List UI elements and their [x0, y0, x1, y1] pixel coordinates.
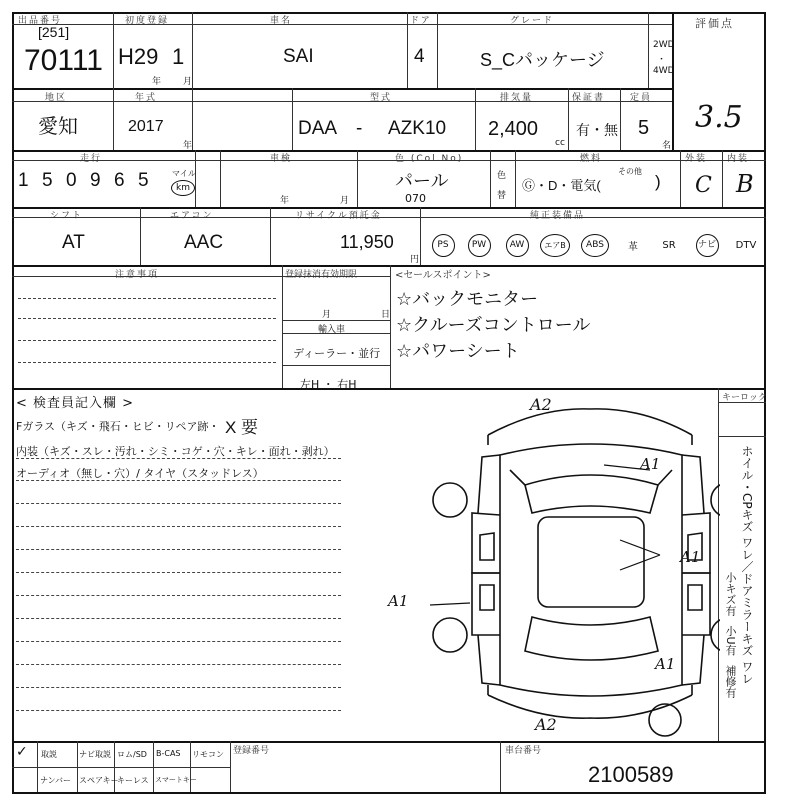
mileage-digit: 5 — [42, 170, 53, 191]
inspector-line — [16, 618, 341, 619]
box-navi-manual: ナビ取説 — [79, 750, 111, 759]
model-type-dash: - — [356, 118, 363, 139]
equipment-dtv — [728, 232, 764, 258]
header-mileage: 走行 — [80, 154, 103, 164]
mileage-digit: 6 — [114, 170, 125, 191]
equipment-label: PW — [468, 234, 491, 257]
hl — [282, 320, 390, 321]
import-label: 輸入車 — [318, 325, 346, 335]
box-manual: 取説 — [41, 750, 57, 759]
row-line-5 — [12, 388, 766, 390]
mileage-digit: 9 — [90, 170, 101, 191]
hl — [718, 436, 766, 437]
vl — [672, 12, 674, 150]
shaken-year: 年 — [280, 196, 290, 206]
header-lot-no: 出品番号 — [18, 16, 63, 26]
wheel-right-rear — [711, 618, 720, 652]
shaken-month: 月 — [340, 196, 350, 206]
vl — [500, 741, 501, 792]
vl — [357, 150, 358, 207]
first-reg-era-year: H29 — [118, 44, 159, 69]
header-warranty: 保証書 — [572, 93, 606, 103]
header-aircon: エアコン — [170, 211, 214, 221]
equipment-navi — [690, 232, 724, 258]
front-bumper — [488, 409, 692, 435]
box-rom-sd: ロム/SD — [117, 750, 147, 759]
fuel-close: ) — [655, 172, 661, 191]
mileage — [18, 170, 158, 192]
drive-2wd: 2WD — [653, 40, 675, 50]
notes-line — [18, 298, 276, 299]
row-line-3 — [12, 207, 766, 209]
accessories-mark: ✓ — [16, 744, 28, 760]
border-bottom — [12, 792, 766, 794]
grade: S_Cパッケージ — [480, 50, 605, 70]
vl — [113, 12, 114, 150]
box-smart-key: スマートキー — [155, 776, 197, 784]
model-type-prefix: DAA — [298, 118, 338, 139]
header-shift: シフト — [50, 211, 84, 221]
mileage-digit: 5 — [138, 170, 149, 191]
header-fuel: 燃料 — [580, 154, 603, 164]
header-equipment: 純正装備品 — [530, 211, 586, 221]
wheel-left-rear — [433, 618, 467, 652]
box-number: ナンバー — [40, 776, 72, 785]
model-type-code: AZK10 — [388, 118, 447, 139]
roof — [538, 517, 644, 607]
vl — [437, 12, 438, 88]
equipment-label: DTV — [735, 239, 757, 251]
mileage-unit-mile: マイル — [172, 169, 196, 178]
handle-side: 左H ・ 右H — [300, 378, 357, 391]
shift: AT — [62, 232, 85, 253]
model-year-unit: 年 — [183, 141, 193, 151]
equipment-ps — [426, 232, 460, 258]
inspector-line — [16, 549, 341, 550]
rear-bumper — [488, 695, 692, 718]
color-name: パール — [395, 171, 449, 191]
header-sub-1 — [12, 24, 672, 25]
dealer-parallel: ディーラー・並行 — [293, 347, 381, 360]
vl — [680, 150, 681, 207]
score-value: 3.5 — [695, 100, 743, 135]
mark-left-side: A1 — [388, 592, 409, 610]
spare-wheel — [649, 704, 681, 736]
box-keyless: キーレス — [117, 776, 149, 785]
inspector-audio-line: オーディオ（無し・穴）/ タイヤ（スタッドレス） — [16, 467, 264, 480]
header-sub-3 — [12, 160, 766, 161]
mark-front: A2 — [530, 395, 552, 414]
capacity-unit: 名 — [662, 141, 672, 151]
vl — [282, 265, 283, 388]
vl — [407, 12, 408, 88]
vl — [192, 12, 193, 150]
box-bcas: B-CAS — [156, 749, 181, 758]
inspector-line — [16, 641, 341, 642]
notes-line — [18, 362, 276, 363]
mark-rear: A2 — [535, 715, 557, 734]
border-right — [764, 12, 766, 794]
header-exterior: 外装 — [685, 154, 708, 164]
windshield — [525, 475, 658, 513]
box-remote: リモコン — [192, 750, 224, 759]
header-model-year: 年式 — [135, 93, 158, 103]
glass-mark: X 要 — [225, 418, 259, 437]
header-doors: ドア — [410, 16, 432, 26]
vl — [490, 150, 491, 207]
header-registration-expiry: 登録抹消有効期限 — [285, 270, 358, 280]
row-line-2 — [12, 150, 766, 152]
registration-day: 日 — [381, 310, 391, 320]
left-rear-door — [472, 573, 500, 635]
left-front-door — [472, 513, 500, 573]
inspector-line — [16, 664, 341, 665]
capacity: 5 — [638, 117, 650, 139]
first-reg-year-unit: 年 — [152, 77, 162, 87]
header-inspector: < 検査員記入欄 > — [16, 396, 135, 411]
displacement: 2,400 — [488, 118, 539, 140]
vl — [220, 150, 221, 207]
equipment-label: 革 — [628, 241, 638, 253]
wheel-right-front — [711, 483, 720, 517]
header-capacity: 定員 — [630, 93, 653, 103]
vl — [620, 88, 621, 150]
border-left — [12, 12, 14, 794]
header-recycle: リサイクル預託金 — [295, 211, 382, 221]
vl — [475, 88, 476, 150]
interior-grade: B — [736, 170, 754, 198]
aircon: AAC — [184, 232, 224, 253]
mileage-digit: 0 — [66, 170, 77, 191]
sales-point-3: ☆パワーシート — [396, 341, 520, 362]
warranty: 有・無 — [576, 122, 618, 138]
vl — [420, 207, 421, 265]
vl — [722, 150, 723, 207]
mileage-digit: 1 — [18, 170, 29, 191]
vertical-note-1: ホイル・CPキズ ワレ／ドアミラーキズ ワレ — [740, 445, 754, 685]
vertical-note-2: 小キズ有 小U有 補修有 — [724, 572, 737, 699]
wheel-left-front — [433, 483, 467, 517]
vl — [390, 265, 391, 388]
notes-line — [18, 318, 276, 319]
header-model-type: 型式 — [370, 93, 393, 103]
doors: 4 — [414, 46, 425, 67]
car-condition-diagram — [420, 395, 720, 740]
vl — [230, 741, 231, 792]
vl — [140, 207, 141, 265]
header-sales-points: <セールスポイント> — [395, 270, 491, 281]
inspector-line — [16, 710, 341, 711]
fuel-other: その他 — [618, 167, 642, 176]
mileage-unit-km: km — [171, 180, 195, 196]
mark-right-side: A1 — [680, 548, 701, 566]
equipment-leather — [616, 232, 650, 258]
box-spare-key: スペアキー — [79, 776, 119, 785]
drive-dot: ・ — [657, 55, 667, 65]
fuel-options: Ⓖ・D・電気( — [522, 178, 601, 193]
exterior-grade: C — [695, 173, 712, 198]
vl — [292, 88, 293, 150]
recycle-unit: 円 — [410, 255, 420, 265]
equipment-abs — [577, 232, 613, 258]
sales-point-1: ☆バックモニター — [396, 289, 539, 310]
chassis-number: 2100589 — [588, 762, 674, 787]
equipment-label: ナビ — [696, 234, 719, 257]
header-sub-4 — [12, 217, 766, 218]
registration-month: 月 — [322, 310, 332, 320]
region: 愛知 — [38, 116, 78, 138]
hl — [282, 365, 390, 366]
first-reg-month: 1 — [172, 44, 185, 69]
header-chassis-no: 車台番号 — [505, 746, 542, 756]
lot-number: 70111 — [24, 44, 103, 77]
model-year: 2017 — [128, 118, 164, 135]
equipment-aw — [500, 232, 534, 258]
header-first-reg: 初度登録 — [125, 16, 170, 26]
recycle-value: 11,950 — [340, 232, 394, 252]
header-notes: 注意事項 — [115, 270, 160, 280]
inspector-line — [16, 572, 341, 573]
right-rear-door — [682, 573, 710, 635]
header-reg-no: 登録番号 — [233, 746, 270, 756]
color-change-label: 替 — [497, 191, 507, 201]
equipment-sr — [652, 232, 686, 258]
inspector-line — [16, 526, 341, 527]
equipment-airbag — [537, 232, 573, 258]
sales-point-2: ☆クルーズコントロール — [396, 315, 591, 336]
drive-4wd: 4WD — [653, 66, 675, 76]
equipment-label: AW — [506, 234, 529, 257]
inspector-line — [16, 503, 341, 504]
vl — [568, 88, 569, 150]
inspector-line — [16, 480, 341, 481]
header-grade: グレード — [510, 16, 555, 26]
notes-line — [18, 340, 276, 341]
equipment-label: SR — [662, 239, 676, 251]
header-interior: 内装 — [727, 154, 750, 164]
header-shaken: 車検 — [270, 154, 293, 164]
equipment-label: PS — [432, 234, 455, 257]
inspector-interior-line: 内装（キズ・スレ・汚れ・シミ・コゲ・穴・キレ・面れ・剥れ） — [16, 445, 335, 458]
inspector-line — [16, 687, 341, 688]
inspector-line — [16, 595, 341, 596]
lot-code: [251] — [38, 24, 70, 40]
car-name: SAI — [283, 46, 314, 67]
equipment-label: エアB — [540, 234, 570, 257]
displacement-unit: cc — [555, 138, 565, 148]
color-code: 070 — [405, 192, 426, 205]
header-key-lock: キーロック — [722, 393, 767, 403]
rear-window — [525, 617, 658, 660]
vl — [648, 12, 649, 88]
header-color: 色 (Col.No) — [395, 154, 464, 164]
color-label: 色 — [497, 171, 507, 181]
vl — [270, 207, 271, 265]
inspector-glass-line: Fガラス（キズ・飛石・ヒビ・リペア跡・ — [16, 420, 220, 433]
row-line-6 — [12, 741, 766, 743]
vl — [515, 150, 516, 207]
equipment-pw — [462, 232, 496, 258]
header-displacement: 排気量 — [500, 93, 534, 103]
equipment-label: ABS — [581, 234, 609, 257]
mark-right-rear: A1 — [655, 655, 676, 673]
mark-right-front: A1 — [640, 455, 661, 473]
hl — [12, 767, 230, 768]
header-region: 地区 — [45, 93, 68, 103]
header-car-name: 車名 — [270, 16, 293, 26]
inspector-line — [16, 458, 341, 459]
first-reg-month-unit: 月 — [183, 77, 193, 87]
header-score: 評価点 — [695, 17, 734, 30]
